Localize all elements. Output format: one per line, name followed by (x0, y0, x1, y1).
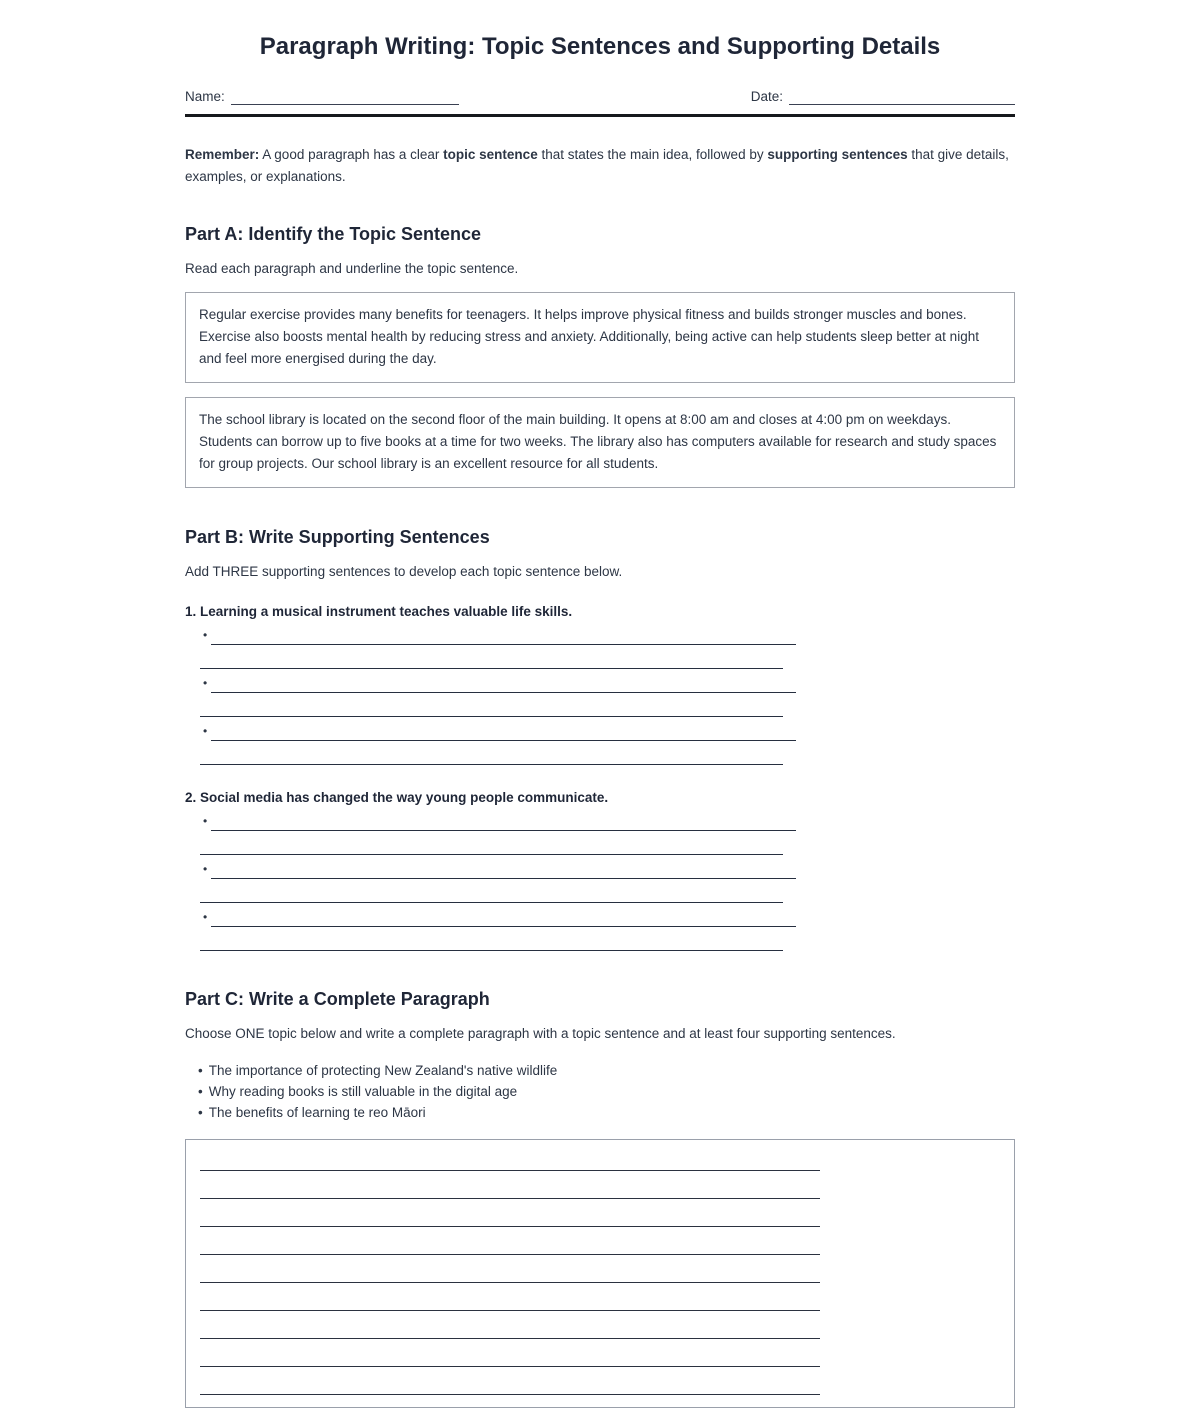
part-c-instruction: Choose ONE topic below and write a complete paragraph with a topic sentence and at least four supporting sentences. (185, 1026, 896, 1041)
write-line (200, 1339, 820, 1367)
write-line-bullet-row (203, 807, 1015, 831)
write-line (200, 1283, 820, 1311)
write-line (211, 855, 796, 879)
write-line (211, 621, 796, 645)
date-fill-line (789, 90, 1015, 105)
bullet-icon: • (203, 676, 208, 690)
page-title: Paragraph Writing: Topic Sentences and Supporting Details (259, 33, 941, 60)
intro-text: that give details, examples, or explanations. (185, 147, 1009, 184)
bullet-icon: • (203, 724, 208, 738)
part-a-heading: Part A: Identify the Topic Sentence (185, 224, 482, 244)
topic-sentence-term: topic sentence (443, 147, 538, 162)
supporting-sentences-term: supporting sentences (767, 147, 908, 162)
part-a-instruction: Read each paragraph and underline the topic sentence. (185, 261, 519, 276)
remember-label: Remember: (185, 147, 260, 162)
bullet-icon: • (203, 910, 208, 924)
write-line-bullet-row (203, 621, 1015, 645)
write-line-bullet-row (203, 717, 1015, 741)
list-item (198, 1102, 1015, 1123)
supporting-lines-group-2 (185, 807, 1015, 951)
write-line (200, 1255, 820, 1283)
topic-option-3: The benefits of learning te reo Māori (208, 1105, 426, 1120)
write-line (200, 927, 783, 951)
write-line (200, 1227, 820, 1255)
topic-option-1: The importance of protecting New Zealand's native wildlife (208, 1063, 558, 1078)
part-b-topic-1: 1. Learning a musical instrument teaches valuable life skills. (185, 604, 573, 619)
write-line (200, 1171, 820, 1199)
write-line-bullet-row (203, 669, 1015, 693)
intro-text: A good paragraph has a clear (259, 147, 444, 162)
bullet-icon: • (203, 862, 208, 876)
bullet-icon: • (203, 628, 208, 642)
write-line (200, 879, 783, 903)
bullet-icon: • (198, 1084, 203, 1099)
list-item (198, 1060, 1015, 1081)
bullet-icon: • (203, 814, 208, 828)
write-line (200, 645, 783, 669)
write-line (200, 1143, 820, 1171)
date-field-group (751, 89, 1015, 105)
part-b-instruction: Add THREE supporting sentences to develop each topic sentence below. (185, 564, 623, 579)
write-line (200, 693, 783, 717)
supporting-lines-group-1 (185, 621, 1015, 765)
part-a-paragraph-box-1: Regular exercise provides many benefits for teenagers. It helps improve physical fitness and builds stronger muscles and bones. Exercise also boosts mental health by reducing stress and anxiety. Additionally, being active can help students sleep better at night and feel more energised during the day. (185, 292, 1015, 383)
write-line-bullet-row (203, 903, 1015, 927)
name-fill-line (231, 90, 459, 105)
topic-option-2: Why reading books is still valuable in the digital age (208, 1084, 518, 1099)
write-line (200, 1311, 820, 1339)
part-a-paragraph-box-2: The school library is located on the second floor of the main building. It opens at 8:00 am and closes at 4:00 pm on weekdays. Students can borrow up to five books at a time for two weeks. The library also has computers available for research and study spaces for group projects. Our school library is an excellent resource for all students. (185, 397, 1015, 488)
part-c-heading: Part C: Write a Complete Paragraph (185, 989, 490, 1009)
part-c-topic-list (198, 1060, 1015, 1123)
worksheet-page (185, 0, 1015, 1408)
name-field-group (185, 89, 459, 105)
paragraph-writing-box (185, 1139, 1015, 1408)
write-line (200, 741, 783, 765)
write-line (200, 1367, 820, 1395)
bullet-icon: • (198, 1063, 203, 1078)
list-item (198, 1081, 1015, 1102)
remember-note (185, 144, 1015, 187)
name-date-row (185, 89, 1015, 105)
date-label: Date: (750, 89, 783, 104)
bullet-icon: • (198, 1105, 203, 1120)
part-b-topic-2: 2. Social media has changed the way young people communicate. (185, 790, 609, 805)
write-line (211, 903, 796, 927)
write-line (200, 831, 783, 855)
header-divider (185, 114, 1015, 117)
write-line (200, 1199, 820, 1227)
write-line (211, 807, 796, 831)
part-b-heading: Part B: Write Supporting Sentences (185, 527, 490, 547)
write-line (211, 669, 796, 693)
name-label: Name: (185, 89, 225, 104)
write-line (211, 717, 796, 741)
write-line-bullet-row (203, 855, 1015, 879)
intro-text: that states the main idea, followed by (537, 147, 768, 162)
